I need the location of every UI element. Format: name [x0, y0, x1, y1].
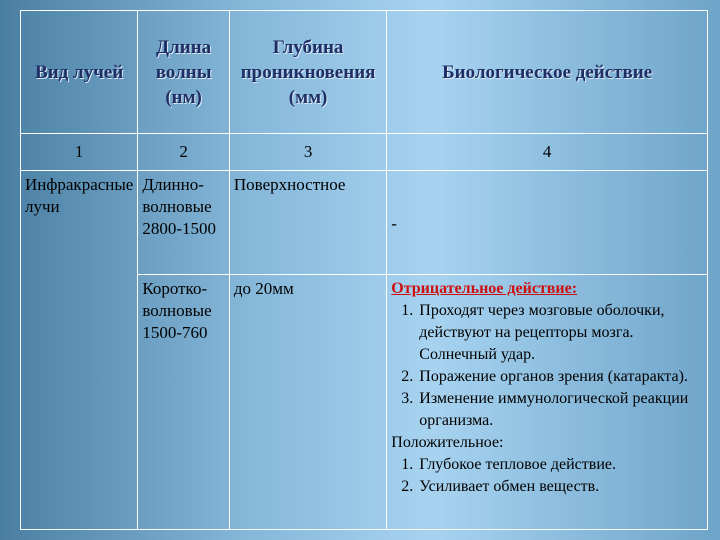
- column-number-1: 1: [21, 134, 138, 171]
- column-number-2: 2: [138, 134, 230, 171]
- ir-rays-table: [20, 10, 708, 530]
- header-wavelength: Длина волны (нм): [138, 11, 230, 134]
- negative-effect-item: 1. Проходят через мозговые оболочки, действуют на рецепторы мозга. Солнечный удар.: [417, 300, 703, 366]
- longwave-row: [21, 171, 708, 275]
- shortwave-depth-cell: до 20мм: [229, 275, 386, 530]
- column-number-row: [21, 134, 708, 171]
- negative-effect-list: [391, 300, 703, 432]
- column-number-3: 3: [229, 134, 386, 171]
- longwave-depth-cell: Поверхностное: [229, 171, 386, 275]
- positive-effect-list: [391, 454, 703, 498]
- header-penetration-depth: Глубина проникновения (мм): [229, 11, 386, 134]
- header-ray-type: Вид лучей: [21, 11, 138, 134]
- column-number-4: 4: [387, 134, 708, 171]
- shortwave-wavelength-cell: Коротко-волновые 1500-760: [138, 275, 230, 530]
- longwave-effect-cell: -: [387, 171, 708, 275]
- longwave-wavelength-cell: Длинно-волновые 2800-1500: [138, 171, 230, 275]
- header-row: [21, 11, 708, 134]
- negative-effect-item: 3. Изменение иммунологической реакции организма.: [417, 388, 703, 432]
- shortwave-effect-cell: [387, 275, 708, 530]
- negative-effect-item: 2. Поражение органов зрения (катаракта).: [417, 366, 703, 388]
- positive-effect-item: 1. Глубокое тепловое действие.: [417, 454, 703, 476]
- ray-type-cell: Инфракрасные лучи: [21, 171, 138, 530]
- header-biological-effect: Биологическое действие: [387, 11, 708, 134]
- negative-effect-title: Отрицательное действие:: [391, 280, 578, 297]
- positive-effect-item: 2. Усиливает обмен веществ.: [417, 476, 703, 498]
- positive-effect-title: Положительное:: [391, 434, 504, 451]
